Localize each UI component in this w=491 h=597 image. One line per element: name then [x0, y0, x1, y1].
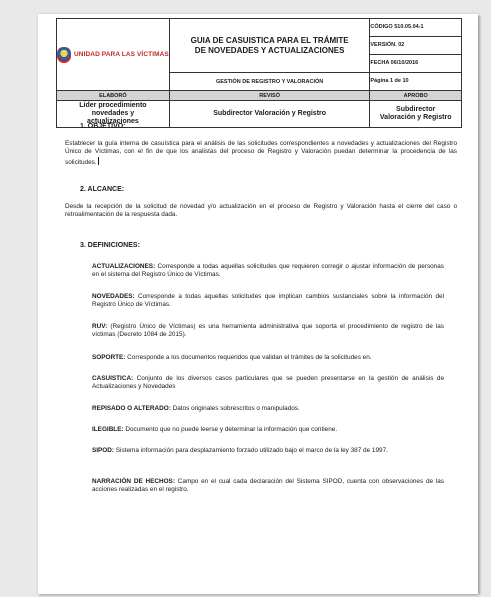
section-alcance-title: 2. ALCANCE:	[80, 186, 125, 193]
definition-term: SOPORTE:	[92, 354, 126, 361]
colombia-seal-icon	[57, 47, 71, 63]
definition-item	[92, 323, 444, 340]
definition-item	[92, 405, 444, 413]
definition-item	[92, 375, 444, 392]
col-aprobo: APROBO	[370, 91, 462, 101]
document-code: CÓDIGO 510.05.04-1	[370, 19, 462, 37]
elaboro-name: Líder procedimiento novedades y actualizaciones	[57, 101, 170, 128]
col-elaboro: ELABORÓ	[57, 91, 170, 101]
definition-text: Corresponde a todas aquellas solicitudes que implican cambios sustanciales sobre la información del Registro Único de Víctimas.	[92, 293, 444, 309]
definition-term: REPISADO O ALTERADO:	[92, 405, 171, 412]
definition-text: Campo en el cual cada declaración del Sistema SIPOD, cuenta con observaciones de las acciones realizadas en el registro.	[92, 478, 444, 494]
document-date: FECHA 06/10/2016	[370, 55, 462, 73]
page-number: Página 1 de 10	[370, 73, 462, 91]
definition-text: Conjunto de los diversos casos particulares que se pueden presentarse en la gestión de análisis de Actualizaciones y Novedades	[92, 375, 444, 391]
definition-text: Sistema información para desplazamiento forzado utilizado bajo el marco de la ley 387 de 1997.	[114, 447, 388, 454]
definition-item	[92, 293, 444, 310]
definition-text: Corresponde a todas aquellas solicitudes que requieren corregir o ajustar información de personas en el sistema del Registro Único de Víctimas.	[92, 263, 444, 279]
reviso-name: Subdirector Valoración y Registro	[169, 101, 370, 128]
col-reviso: REVISÓ	[169, 91, 370, 101]
definition-term: SIPOD:	[92, 447, 115, 454]
document-subtitle: GESTIÓN DE REGISTRO Y VALORACIÓN	[169, 73, 370, 91]
document-version: VERSIÓN. 02	[370, 37, 462, 55]
section-alcance-text: Desde la recepción de la solicitud de novedad y/o actualización en el proceso de Registro y Valoración hasta el cierre del caso o retroalimentación de la respuesta dada.	[65, 203, 457, 219]
unidad-victimas-logo	[57, 47, 169, 63]
section-definiciones-title: 3. DEFINICIONES:	[80, 242, 140, 249]
definition-term: CASUISTICA:	[92, 375, 134, 382]
section-objetivo-text: Establecer la guía interna de casuística para el análisis de las solicitudes correspondientes a novedades y actualizaciones del Registro Único de Víctimas, con el fin de que los analistas del proceso de Registro y Valoración puedan determinar la procedencia de las solicitudes.	[65, 140, 457, 166]
definition-term: ACTUALIZACIONES:	[92, 263, 156, 270]
definition-term: NARRACIÓN DE HECHOS:	[92, 478, 175, 485]
definition-term: NOVEDADES:	[92, 293, 135, 300]
definition-item	[92, 447, 444, 455]
title-line-2: DE NOVEDADES Y ACTUALIZACIONES	[194, 45, 345, 55]
aprobo-name: Subdirector Valoración y Registro	[370, 101, 462, 128]
definition-term: RUV:	[92, 323, 108, 330]
logo-cell	[57, 19, 170, 91]
definition-item	[92, 263, 444, 280]
title-line-1: GUIA DE CASUISTICA PARA EL TRÁMITE	[190, 35, 349, 45]
definition-text: (Registro Único de Víctimas) es una herramienta administrativa que soporta el procedimiento de registro de las víctimas (Decreto 1084 de 2015).	[92, 323, 444, 339]
definition-text: Corresponde a los documentos requeridos que validan el trámites de la solicitudes en.	[125, 354, 372, 361]
document-header-table	[56, 18, 462, 128]
definition-term: ILEGIBLE:	[92, 426, 124, 433]
definition-item	[92, 354, 444, 362]
definition-item	[92, 478, 444, 495]
definition-text: Datos originales sobrescritos o manipulados.	[170, 405, 300, 412]
logo-text: UNIDAD PARA LAS VÍCTIMAS	[74, 51, 169, 58]
document-title	[169, 19, 370, 73]
definition-item	[92, 426, 444, 434]
section-objetivo-title: 1. OBJETIVO:	[80, 123, 126, 130]
definition-text: Documento que no puede leerse y determinar la información que contiene.	[123, 426, 338, 433]
page-shadow	[478, 16, 482, 594]
text-cursor	[98, 157, 99, 165]
